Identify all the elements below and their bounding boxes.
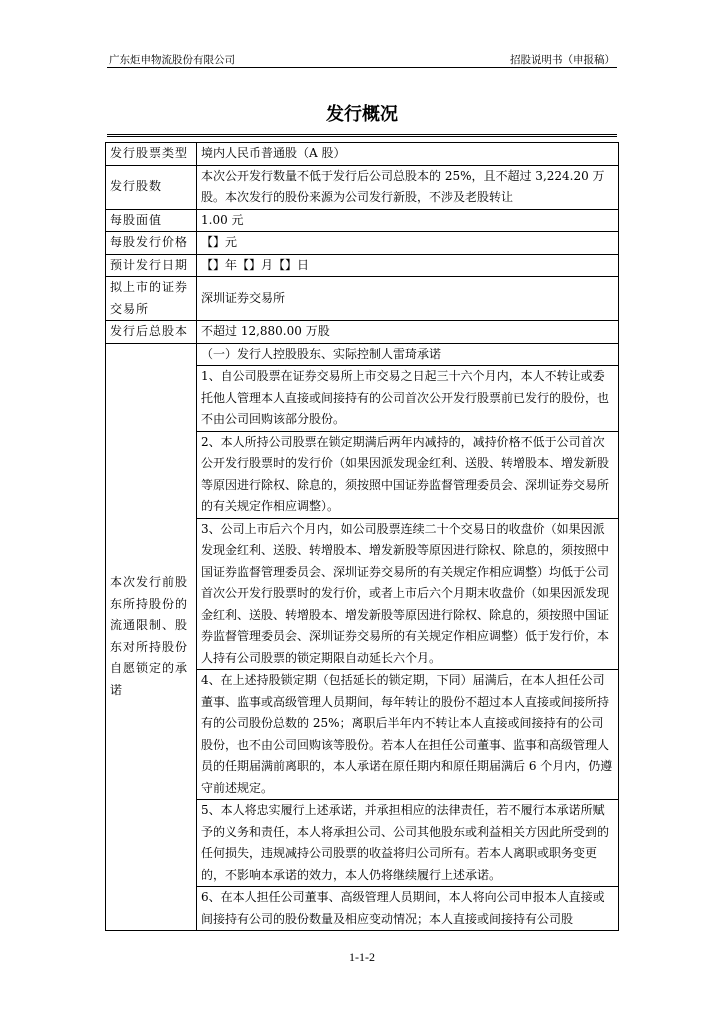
table-row bbox=[106, 165, 619, 209]
lockup-item-5: 5、本人将忠实履行上述承诺，并承担相应的法律责任，若不履行本承诺所赋予的义务和责任，本人将承担公司、公司其他股东或利益相关方因此所受到的任何损失，违规减持公司股票的收益将归公司所有。若本人离职或职务变更的，不影响本承诺的效力，本人仍将继续履行上述承诺。 bbox=[197, 800, 618, 887]
issuance-table bbox=[105, 142, 619, 931]
row-value: 1.00 元 bbox=[197, 209, 619, 232]
lockup-item-1: 1、自公司股票在证券交易所上市交易之日起三十六个月内，本人不转让或委托他人管理本人直接或间接持有的公司首次公开发行股票前已发行的股份，也不由公司回购该部分股份。 bbox=[197, 366, 618, 432]
page-number: 1-1-2 bbox=[349, 950, 375, 964]
row-value: 境内人民币普通股（A 股） bbox=[197, 143, 619, 166]
row-label: 每股面值 bbox=[106, 209, 197, 232]
table-row bbox=[106, 321, 619, 344]
table-row bbox=[106, 277, 619, 321]
row-label: 拟上市的证券交易所 bbox=[106, 277, 197, 321]
table-row bbox=[106, 232, 619, 255]
row-label: 发行股票类型 bbox=[106, 143, 197, 166]
page-header bbox=[107, 52, 617, 68]
lockup-heading: （一）发行人控股股东、实际控制人雷琦承诺 bbox=[197, 344, 618, 367]
header-rule bbox=[107, 67, 617, 68]
table-row bbox=[106, 143, 619, 166]
header-company: 广东炬申物流股份有限公司 bbox=[109, 54, 235, 66]
row-label: 预计发行日期 bbox=[106, 254, 197, 277]
page-title: 发行概况 bbox=[326, 104, 398, 125]
lockup-item-4: 4、在上述持股锁定期（包括延长的锁定期，下同）届满后，在本人担任公司董事、监事或高级管理人员期间，每年转让的股份不超过本人直接或间接所持有的公司股份总数的 25%；离职后半年内不转让本人直接或间接持有的公司股份，也不由公司回购该等股份。若本人在担任公司董事、监事和高级管理人员的任期届满前离职的，本人承诺在原任期内和原任期届满后 6 个月内，仍遵守前述规定。 bbox=[197, 670, 618, 800]
row-label: 每股发行价格 bbox=[106, 232, 197, 255]
header-doc-type: 招股说明书（申报稿） bbox=[510, 54, 615, 66]
row-value: 本次公开发行数量不低于发行后公司总股本的 25%，且不超过 3,224.20 万股。本次发行的股份来源为公司发行新股，不涉及老股转让 bbox=[197, 165, 619, 209]
lockup-label: 本次发行前股东所持股份的流通限制、股东对所持股份自愿锁定的承诺 bbox=[106, 343, 197, 931]
row-value: 不超过 12,880.00 万股 bbox=[197, 321, 619, 344]
table-row bbox=[106, 254, 619, 277]
table-row-lockup bbox=[106, 343, 619, 931]
title-rule bbox=[107, 134, 617, 139]
lockup-item-2: 2、本人所持公司股票在锁定期满后两年内减持的，减持价格不低于公司首次公开发行股票时的发行价（如果因派发现金红利、送股、转增股本、增发新股等原因进行除权、除息的，须按照中国证券监督管理委员会、深圳证券交易所的有关规定作相应调整）。 bbox=[197, 432, 618, 519]
row-value: 【】元 bbox=[197, 232, 619, 255]
lockup-value bbox=[197, 343, 619, 931]
lockup-item-6: 6、在本人担任公司董事、高级管理人员期间，本人将向公司申报本人直接或间接持有公司的股份数量及相应变动情况；本人直接或间接持有公司股 bbox=[201, 890, 605, 926]
lockup-item-3: 3、公司上市后六个月内，如公司股票连续二十个交易日的收盘价（如果因派发现金红利、送股、转增股本、增发新股等原因进行除权、除息的，须按照中国证券监督管理委员会、深圳证券交易所的有关规定作相应调整）均低于公司首次公开发行股票时的发行价，或者上市后六个月期末收盘价（如果因派发现金红利、送股、转增股本、增发新股等原因进行除权、除息的，须按照中国证券监督管理委员会、深圳证券交易所的有关规定作相应调整）低于发行价，本人持有公司股票的锁定期限自动延长六个月。 bbox=[197, 519, 618, 671]
row-label: 发行后总股本 bbox=[106, 321, 197, 344]
row-value: 【】年【】月【】日 bbox=[197, 254, 619, 277]
row-label: 发行股数 bbox=[106, 165, 197, 209]
row-value: 深圳证券交易所 bbox=[197, 277, 619, 321]
table-row bbox=[106, 209, 619, 232]
